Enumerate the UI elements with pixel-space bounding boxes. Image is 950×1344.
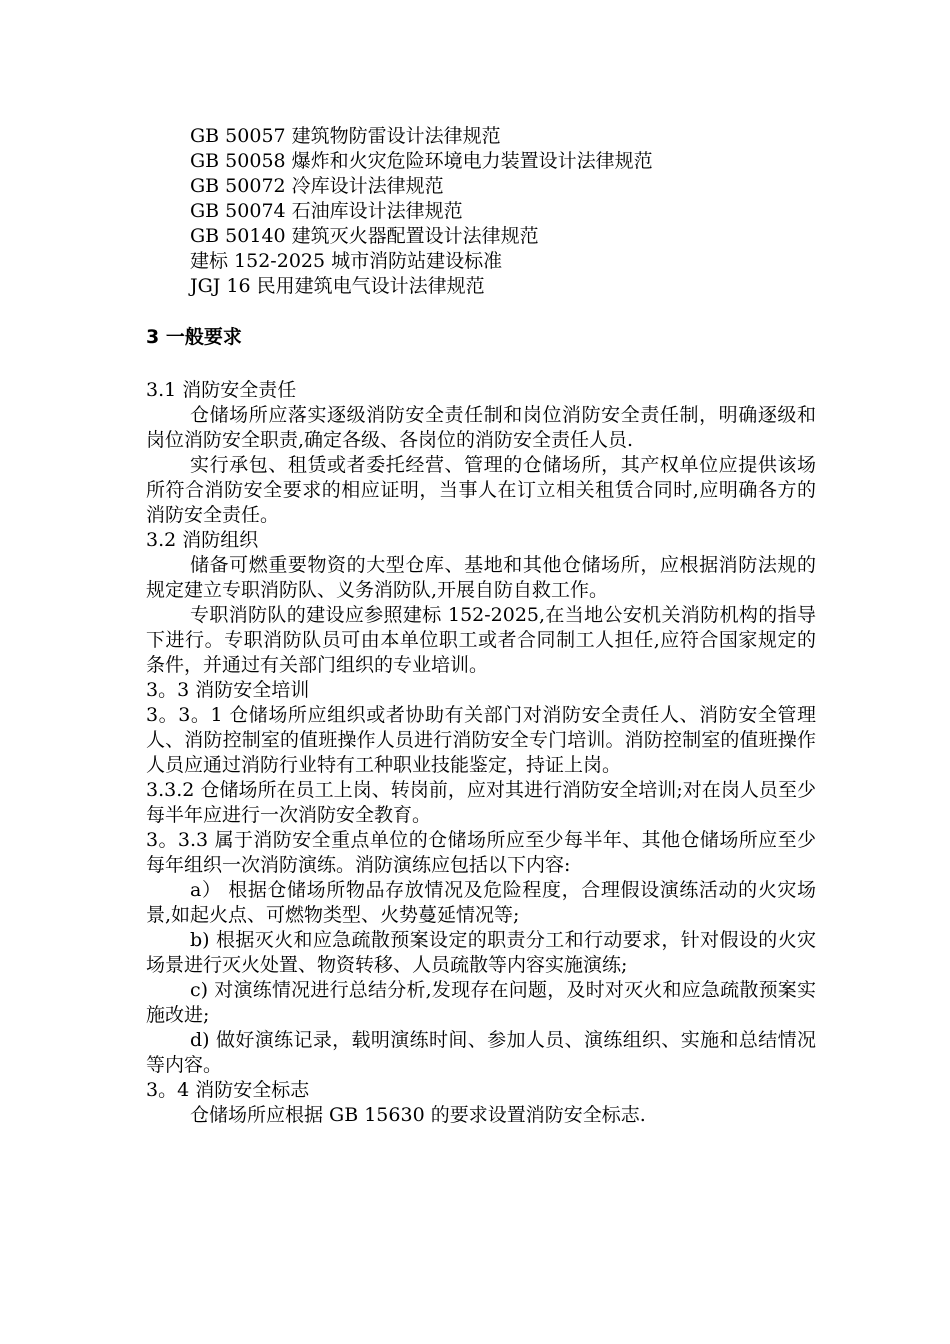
clause-3-3-3: 3。3.3 属于消防安全重点单位的仓储场所应至少每半年、其他仓储场所应至少每年组织一次消防演练。消防演练应包括以下内容:	[146, 829, 816, 876]
list-item: d) 做好演练记录，载明演练时间、参加人员、演练组织、实施和总结情况等内容。	[146, 1029, 816, 1076]
reference-item: JGJ 16 民用建筑电气设计法律规范	[190, 275, 485, 297]
clause-3-3-2: 3.3.2 仓储场所在员工上岗、转岗前，应对其进行消防安全培训;对在岗人员至少每半年应进行一次消防安全教育。	[146, 779, 816, 826]
subsection-heading-3-2: 3.2 消防组织	[146, 529, 259, 551]
subsection-heading-3-3: 3。3 消防安全培训	[146, 679, 310, 701]
reference-item: 建标 152-2025 城市消防站建设标准	[190, 250, 503, 272]
reference-list	[190, 124, 816, 299]
subsection-heading-3-1: 3.1 消防安全责任	[146, 379, 297, 401]
document-page	[146, 124, 816, 1128]
list-item: a） 根据仓储场所物品存放情况及危险程度，合理假设演练活动的火灾场景,如起火点、可燃物类型、火势蔓延情况等;	[146, 879, 816, 926]
reference-item: GB 50074 石油库设计法律规范	[190, 200, 463, 222]
paragraph: 实行承包、租赁或者委托经营、管理的仓储场所，其产权单位应提供该场所符合消防安全要求的相应证明，当事人在订立相关租赁合同时,应明确各方的消防安全责任。	[146, 454, 816, 526]
reference-item: GB 50057 建筑物防雷设计法律规范	[190, 125, 501, 147]
paragraph: 储备可燃重要物资的大型仓库、基地和其他仓储场所，应根据消防法规的规定建立专职消防队、义务消防队,开展自防自救工作。	[146, 554, 816, 601]
reference-item: GB 50058 爆炸和火灾危险环境电力装置设计法律规范	[190, 150, 653, 172]
subsection-heading-3-4: 3。4 消防安全标志	[146, 1079, 310, 1101]
paragraph: 仓储场所应根据 GB 15630 的要求设置消防安全标志.	[190, 1104, 646, 1126]
section-title: 3 一般要求	[146, 326, 242, 348]
paragraph: 仓储场所应落实逐级消防安全责任制和岗位消防安全责任制，明确逐级和岗位消防安全职责,确定各级、各岗位的消防安全责任人员.	[146, 404, 816, 451]
list-item: b) 根据灭火和应急疏散预案设定的职责分工和行动要求，针对假设的火灾场景进行灭火处置、物资转移、人员疏散等内容实施演练;	[146, 929, 816, 976]
clause-3-3-1: 3。3。1 仓储场所应组织或者协助有关部门对消防安全责任人、消防安全管理人、消防控制室的值班操作人员进行消防安全专门培训。消防控制室的值班操作人员应通过消防行业特有工种职业技能鉴定，持证上岗。	[146, 704, 816, 776]
reference-item: GB 50072 冷库设计法律规范	[190, 175, 444, 197]
list-item: c) 对演练情况进行总结分析,发现存在问题，及时对灭火和应急疏散预案实施改进;	[146, 979, 816, 1026]
reference-item: GB 50140 建筑灭火器配置设计法律规范	[190, 225, 539, 247]
paragraph: 专职消防队的建设应参照建标 152-2025,在当地公安机关消防机构的指导下进行。专职消防队员可由本单位职工或者合同制工人担任,应符合国家规定的条件，并通过有关部门组织的专业培训。	[146, 604, 816, 676]
